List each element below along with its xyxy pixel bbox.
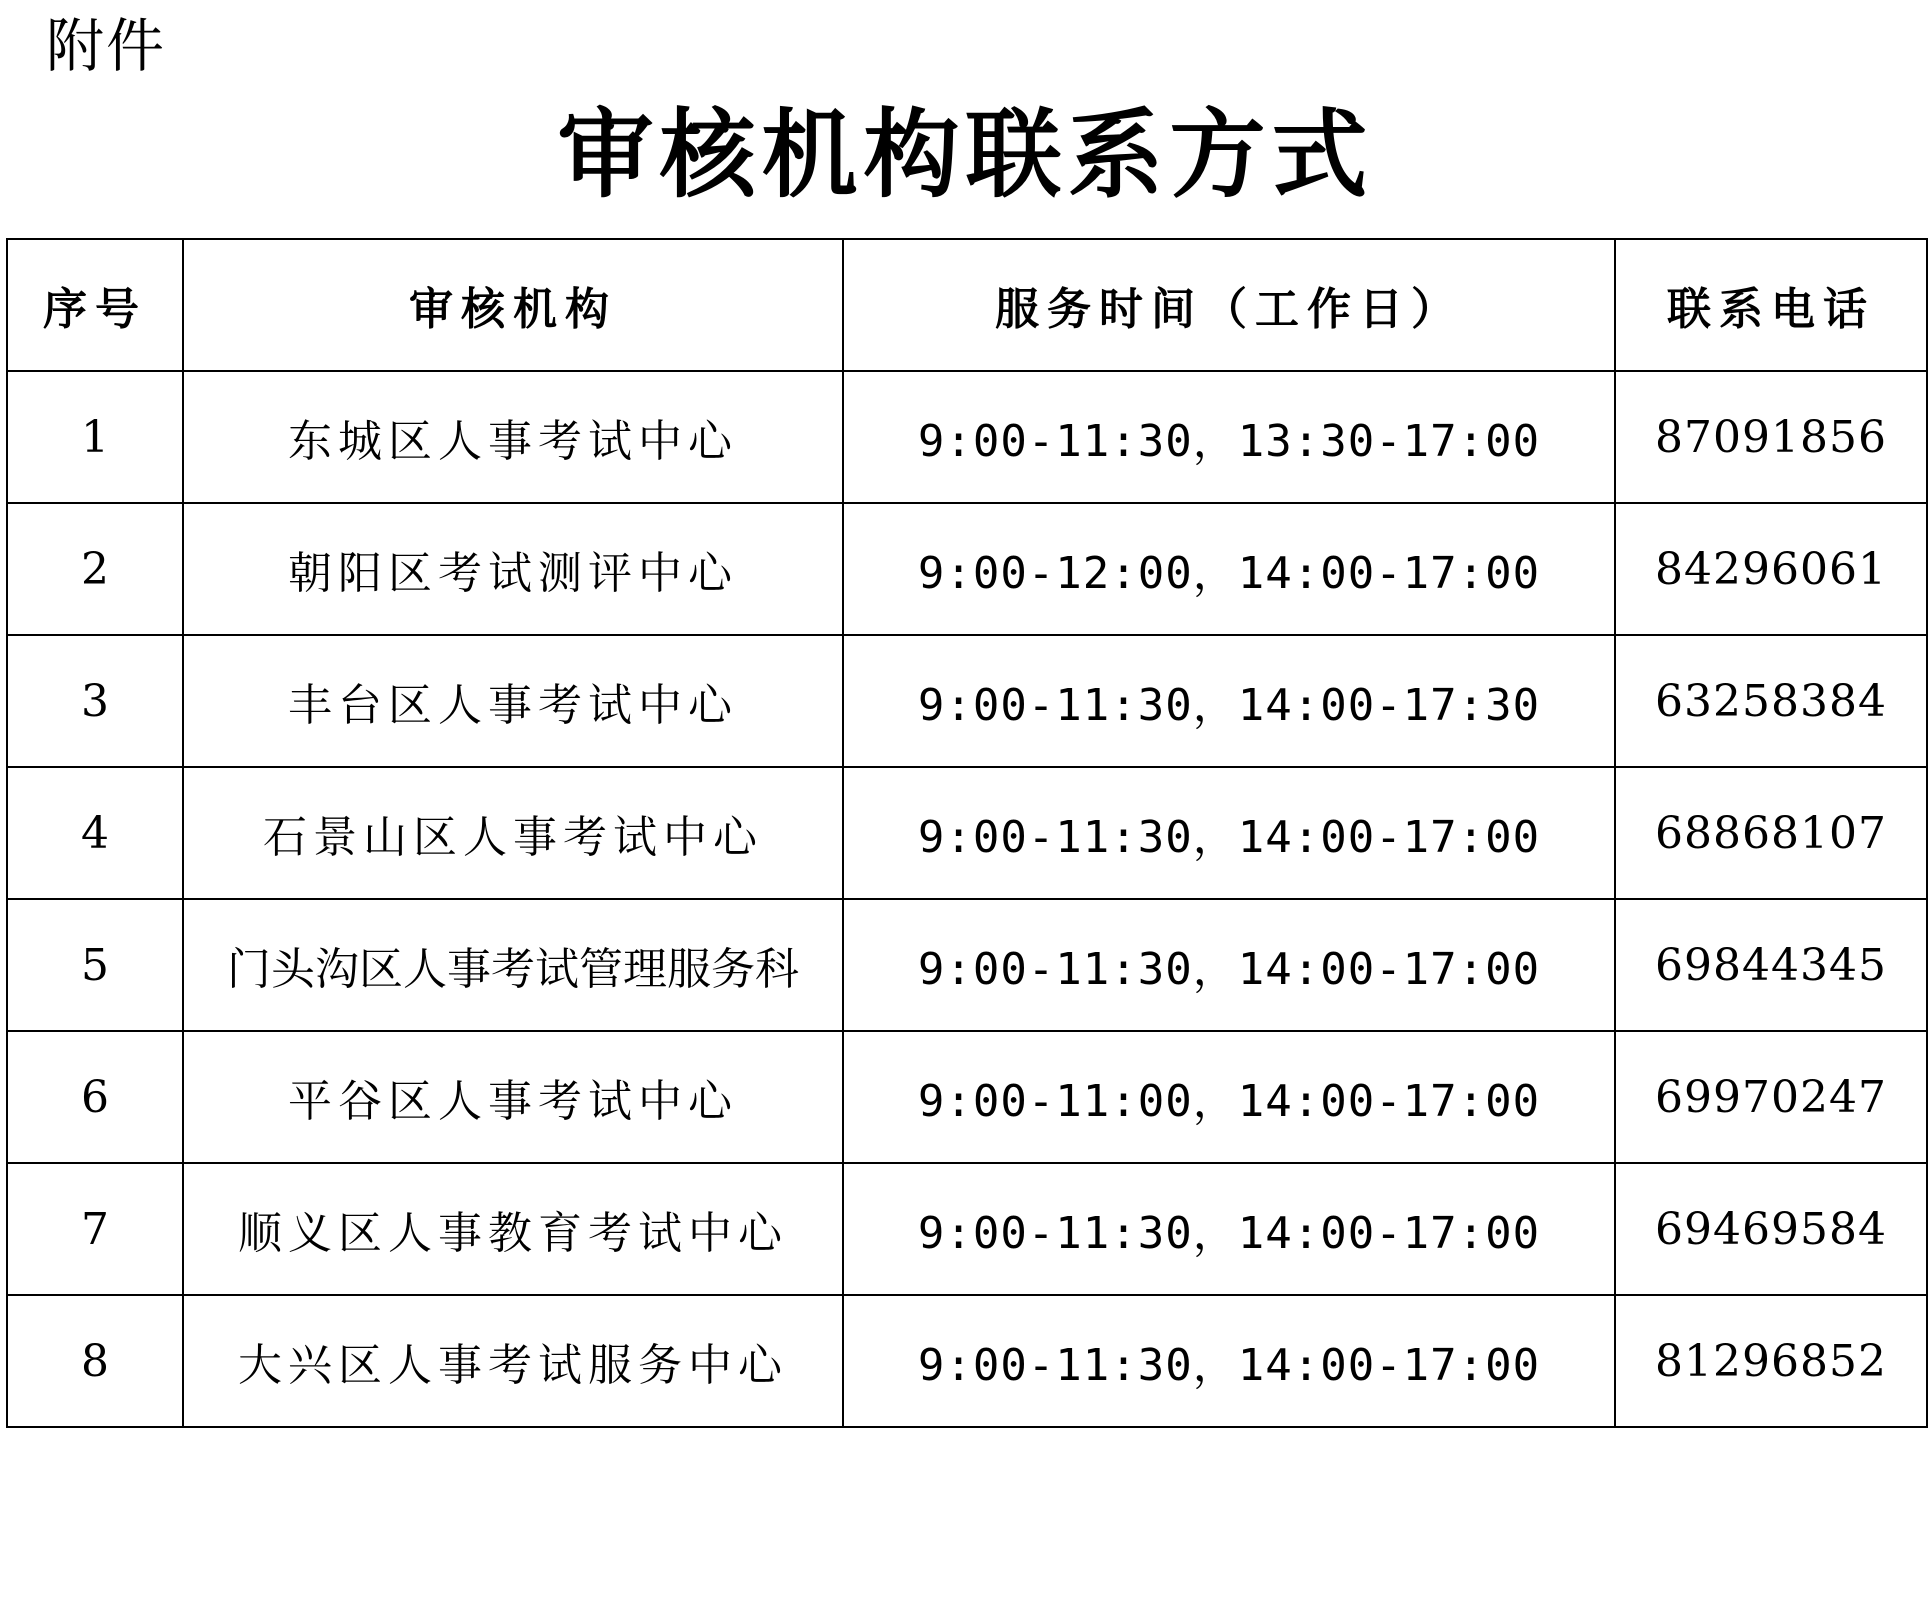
header-phone: 联系电话 [1615,239,1927,371]
table-row [7,899,1927,1031]
row-phone: 87091856 [1615,371,1927,503]
row-hours: 9:00-11:00，14:00-17:00 [843,1031,1615,1163]
header-hours: 服务时间（工作日） [843,239,1615,371]
row-seq: 2 [7,503,183,635]
row-org: 门头沟区人事考试管理服务科 [183,899,843,1031]
row-org: 石景山区人事考试中心 [183,767,843,899]
contact-table [6,238,1928,1428]
row-seq: 5 [7,899,183,1031]
row-hours: 9:00-11:30，13:30-17:00 [843,371,1615,503]
row-seq: 4 [7,767,183,899]
header-seq: 序号 [7,239,183,371]
row-phone: 69469584 [1615,1163,1927,1295]
attachment-label: 附件 [46,12,167,80]
table-row [7,635,1927,767]
row-hours: 9:00-12:00，14:00-17:00 [843,503,1615,635]
table-row [7,767,1927,899]
row-seq: 6 [7,1031,183,1163]
page-title: 审核机构联系方式 [557,98,1374,211]
row-seq: 8 [7,1295,183,1427]
row-seq: 3 [7,635,183,767]
row-hours: 9:00-11:30，14:00-17:00 [843,767,1615,899]
row-phone: 69844345 [1615,899,1927,1031]
row-phone: 69970247 [1615,1031,1927,1163]
table-header-row [7,239,1927,371]
row-org: 顺义区人事教育考试中心 [183,1163,843,1295]
row-org: 丰台区人事考试中心 [183,635,843,767]
row-seq: 1 [7,371,183,503]
row-phone: 81296852 [1615,1295,1927,1427]
table-row [7,503,1927,635]
header-org: 审核机构 [183,239,843,371]
row-org: 朝阳区考试测评中心 [183,503,843,635]
row-phone: 68868107 [1615,767,1927,899]
row-hours: 9:00-11:30，14:00-17:00 [843,899,1615,1031]
table-row [7,1163,1927,1295]
row-seq: 7 [7,1163,183,1295]
row-phone: 84296061 [1615,503,1927,635]
row-org: 东城区人事考试中心 [183,371,843,503]
row-hours: 9:00-11:30，14:00-17:00 [843,1295,1615,1427]
row-hours: 9:00-11:30，14:00-17:30 [843,635,1615,767]
table-row [7,1031,1927,1163]
table-row [7,371,1927,503]
row-phone: 63258384 [1615,635,1927,767]
row-org: 大兴区人事考试服务中心 [183,1295,843,1427]
row-hours: 9:00-11:30，14:00-17:00 [843,1163,1615,1295]
row-org: 平谷区人事考试中心 [183,1031,843,1163]
table-row [7,1295,1927,1427]
